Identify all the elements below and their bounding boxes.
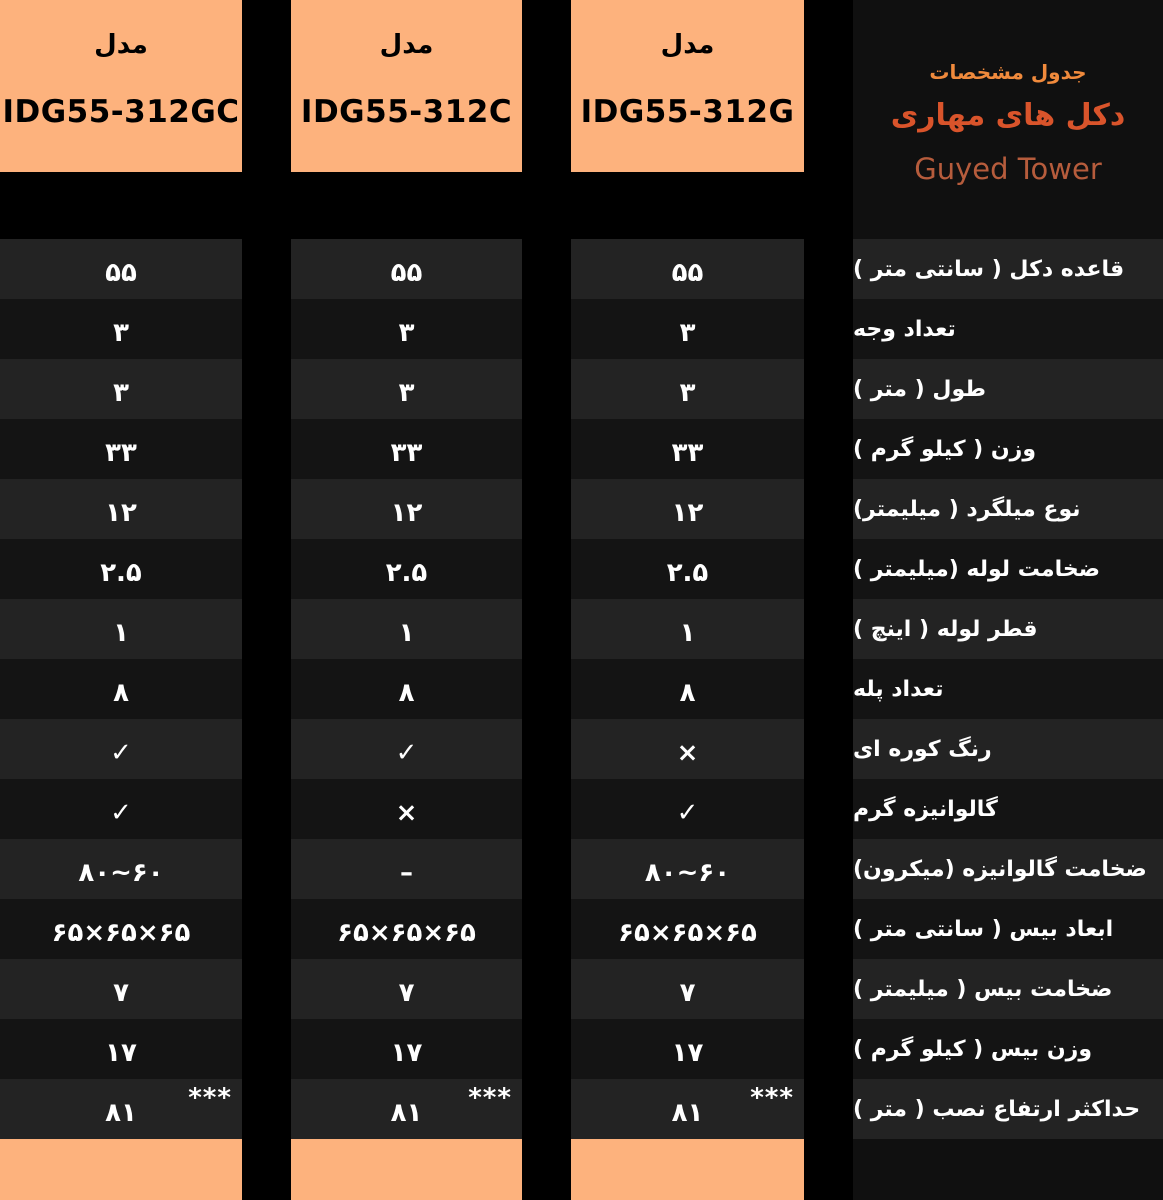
value-cell xyxy=(571,659,804,719)
value-cell xyxy=(571,599,804,659)
value-text: ۷ xyxy=(113,978,129,1008)
value-cell xyxy=(571,239,804,299)
value-text: ✓ xyxy=(676,798,699,828)
value-text: ۵۵ xyxy=(105,258,137,288)
spec-label: گالوانیزه گرم xyxy=(853,779,1163,839)
value-text: ۳ xyxy=(398,318,415,348)
value-cell xyxy=(0,419,242,479)
value-text: ۸۱ xyxy=(390,1098,423,1128)
value-text: ۳ xyxy=(679,318,696,348)
value-cell xyxy=(571,539,804,599)
spec-labels-column xyxy=(853,0,1163,1200)
value-cell xyxy=(291,299,522,359)
model-header xyxy=(0,0,242,172)
value-text: ۶۵×۶۵×۶۵ xyxy=(51,918,191,948)
value-text: ۳۳ xyxy=(105,438,137,468)
value-cell xyxy=(291,239,522,299)
spec-label: تعداد وجه xyxy=(853,299,1163,359)
spec-label: حداکثر ارتفاع نصب ( متر ) xyxy=(853,1079,1163,1139)
model-header xyxy=(291,0,522,172)
value-text: ۱۷ xyxy=(671,1038,704,1068)
footer-bar xyxy=(571,1139,804,1200)
value-cell xyxy=(0,1019,242,1079)
table-title-box xyxy=(853,0,1163,239)
model-code: IDG55-312GC xyxy=(2,94,240,130)
model-label: مدل xyxy=(660,30,715,60)
spacer xyxy=(0,172,242,239)
value-text: ✓ xyxy=(395,738,418,768)
spec-label: ضخامت گالوانیزه (میکرون) xyxy=(853,839,1163,899)
table-title: دکل های مهاری xyxy=(890,98,1126,133)
spec-label: وزن ( کیلو گرم ) xyxy=(853,419,1163,479)
value-text: × xyxy=(395,798,418,828)
spec-label: نوع میلگرد ( میلیمتر) xyxy=(853,479,1163,539)
spec-label: ضخامت بیس ( میلیمتر ) xyxy=(853,959,1163,1019)
value-text: ۶۵×۶۵×۶۵ xyxy=(337,918,476,948)
table-subtitle: جدول مشخصات xyxy=(929,60,1087,84)
value-text: ۸۱ xyxy=(105,1098,137,1128)
value-cell xyxy=(571,299,804,359)
value-cell xyxy=(291,659,522,719)
value-cell xyxy=(0,599,242,659)
model-code: IDG55-312G xyxy=(580,94,795,130)
value-text: ۵۵ xyxy=(671,258,704,288)
value-text: ۱۷ xyxy=(390,1038,423,1068)
footer-bar xyxy=(291,1139,522,1200)
value-cell xyxy=(0,899,242,959)
spec-label: طول ( متر ) xyxy=(853,359,1163,419)
value-cell xyxy=(0,239,242,299)
value-text: ۱ xyxy=(113,618,129,648)
model-column-igd55-312gc xyxy=(0,0,242,1200)
value-cell xyxy=(0,539,242,599)
value-cell xyxy=(571,899,804,959)
value-cell xyxy=(0,839,242,899)
value-cell xyxy=(0,359,242,419)
value-cell xyxy=(571,719,804,779)
footer-bar xyxy=(853,1139,1163,1200)
value-cell xyxy=(0,299,242,359)
value-cell xyxy=(291,539,522,599)
value-cell xyxy=(291,1079,522,1139)
value-text: ۳ xyxy=(113,318,129,348)
model-header xyxy=(571,0,804,172)
spec-label: ابعاد بیس ( سانتی متر ) xyxy=(853,899,1163,959)
spec-label: قاعده دکل ( سانتی متر ) xyxy=(853,239,1163,299)
value-cell xyxy=(0,479,242,539)
value-cell xyxy=(571,959,804,1019)
model-label: مدل xyxy=(94,30,148,60)
value-text: ۳ xyxy=(398,378,415,408)
value-text: ۶۵×۶۵×۶۵ xyxy=(618,918,757,948)
footer-bar xyxy=(0,1139,242,1200)
spec-label: تعداد پله xyxy=(853,659,1163,719)
value-text: ۱۲ xyxy=(105,498,137,528)
model-label: مدل xyxy=(379,30,434,60)
spec-label: رنگ کوره ای xyxy=(853,719,1163,779)
value-text: ۸۰~۶۰ xyxy=(78,858,164,888)
value-cell xyxy=(291,839,522,899)
value-text: ۳ xyxy=(679,378,696,408)
value-text: ۵۵ xyxy=(390,258,423,288)
value-text: ۱۲ xyxy=(390,498,423,528)
value-cell xyxy=(291,779,522,839)
value-text: ۱ xyxy=(398,618,415,648)
value-text: ۳ xyxy=(113,378,129,408)
value-text: ۲.۵ xyxy=(100,558,142,588)
value-cell xyxy=(0,779,242,839)
value-text: ۱۷ xyxy=(105,1038,137,1068)
value-text: ۱ xyxy=(679,618,696,648)
table-title-en: Guyed Tower xyxy=(914,152,1102,186)
value-cell xyxy=(571,839,804,899)
value-text: – xyxy=(400,858,413,888)
value-text: ۸ xyxy=(113,678,129,708)
footnote-stars: *** xyxy=(468,1083,512,1113)
value-cell xyxy=(291,719,522,779)
value-text: ۳۳ xyxy=(390,438,423,468)
spec-label: ضخامت لوله (میلیمتر ) xyxy=(853,539,1163,599)
value-text: ✓ xyxy=(110,738,132,768)
value-text: ۷ xyxy=(398,978,415,1008)
value-cell xyxy=(571,1019,804,1079)
value-text: ✓ xyxy=(110,798,132,828)
value-text: ۱۲ xyxy=(671,498,704,528)
value-text: ۸۰~۶۰ xyxy=(644,858,731,888)
footnote-stars: *** xyxy=(750,1083,794,1113)
spacer xyxy=(291,172,522,239)
value-text: × xyxy=(676,738,699,768)
value-cell xyxy=(291,599,522,659)
value-text: ۲.۵ xyxy=(666,558,709,588)
model-column-igd55-312c xyxy=(291,0,522,1200)
value-cell xyxy=(291,359,522,419)
value-cell xyxy=(571,419,804,479)
value-text: ۸ xyxy=(679,678,696,708)
value-cell xyxy=(291,479,522,539)
model-code: IDG55-312C xyxy=(300,94,513,130)
value-text: ۷ xyxy=(679,978,696,1008)
model-column-igd55-312g xyxy=(571,0,804,1200)
value-text: ۸۱ xyxy=(671,1098,704,1128)
value-cell xyxy=(291,959,522,1019)
spec-label: قطر لوله ( اینچ ) xyxy=(853,599,1163,659)
value-cell xyxy=(571,779,804,839)
value-text: ۸ xyxy=(398,678,415,708)
value-cell xyxy=(291,1019,522,1079)
value-cell xyxy=(0,719,242,779)
value-text: ۳۳ xyxy=(671,438,704,468)
value-cell xyxy=(0,959,242,1019)
value-cell xyxy=(571,1079,804,1139)
spec-label: وزن بیس ( کیلو گرم ) xyxy=(853,1019,1163,1079)
value-cell xyxy=(571,359,804,419)
value-cell xyxy=(0,659,242,719)
value-cell xyxy=(571,479,804,539)
value-cell xyxy=(291,899,522,959)
value-cell xyxy=(0,1079,242,1139)
footnote-stars: *** xyxy=(188,1083,232,1113)
value-text: ۲.۵ xyxy=(385,558,428,588)
value-cell xyxy=(291,419,522,479)
spacer xyxy=(571,172,804,239)
